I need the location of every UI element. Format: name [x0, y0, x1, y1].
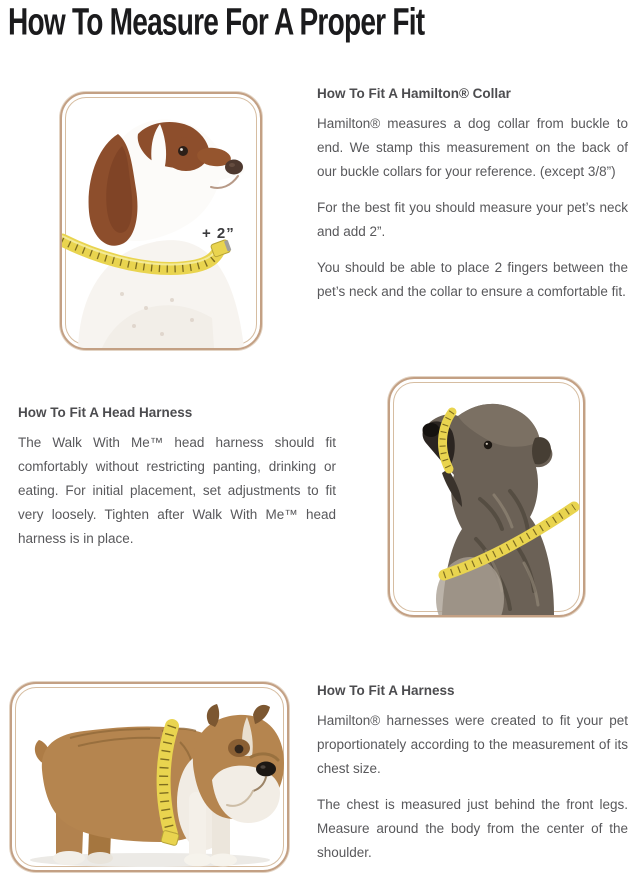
- collar-paragraph-2: For the best fit you should measure your pet’s neck and add 2”.: [317, 200, 628, 239]
- collar-dog-illustration: [62, 94, 260, 348]
- collar-section-heading: How To Fit A Hamilton® Collar: [317, 86, 511, 101]
- harness-dog-illustration: [12, 684, 287, 870]
- collar-paragraph-1: Hamilton® measures a dog collar from buckle to end. We stamp this measurement on the back of our buckle collars for your reference. (except 3/8”): [317, 116, 628, 179]
- head-harness-text-block: [18, 405, 336, 563]
- collar-text-block: [317, 86, 628, 316]
- add-two-inches-label: + 2”: [202, 225, 235, 242]
- harness-photo-frame: [10, 682, 289, 872]
- harness-section-heading: How To Fit A Harness: [317, 683, 455, 698]
- collar-photo-frame: [60, 92, 262, 350]
- head-harness-paragraph-1: The Walk With Me™ head harness should fit comfortably without restricting panting, drinking or eating. For initial placement, set adjustments to fit very loosely. Tighten after Walk With Me™ head harness is in place.: [18, 435, 336, 546]
- head-harness-dog-illustration: [390, 379, 583, 615]
- page-title: How To Measure For A Proper Fit: [8, 0, 425, 44]
- harness-text-block: [317, 683, 628, 877]
- harness-paragraph-2: The chest is measured just behind the front legs. Measure around the body from the center of the shoulder.: [317, 797, 628, 860]
- head-harness-section-heading: How To Fit A Head Harness: [18, 405, 193, 420]
- collar-paragraph-3: You should be able to place 2 fingers between the pet’s neck and the collar to ensure a comfortable fit.: [317, 260, 628, 299]
- head-harness-photo-frame: [388, 377, 585, 617]
- harness-paragraph-1: Hamilton® harnesses were created to fit your pet proportionately according to the measurement of its chest size.: [317, 713, 628, 776]
